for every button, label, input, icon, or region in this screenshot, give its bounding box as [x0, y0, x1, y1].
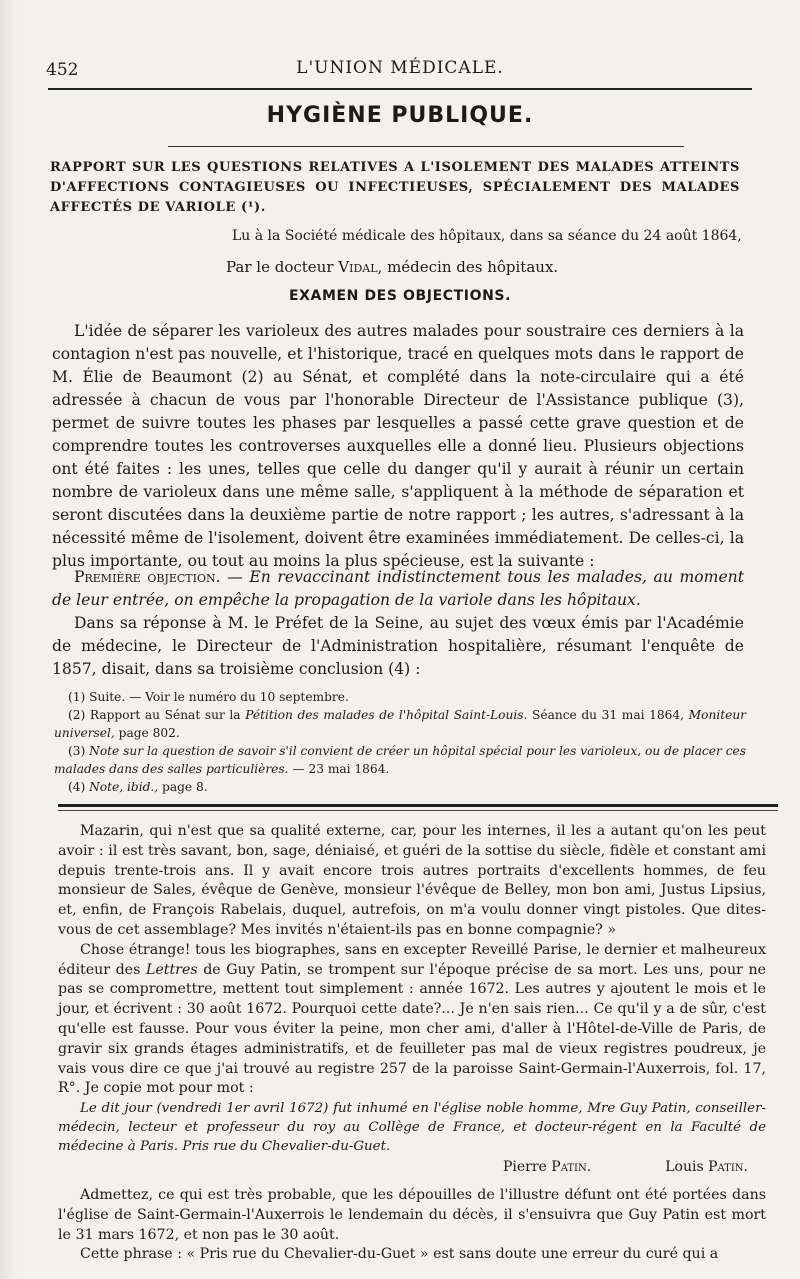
section-rule: [168, 146, 684, 147]
objection-label: Première objection.: [74, 568, 221, 586]
article-paragraph-3: [52, 612, 744, 681]
feuilleton-paragraph-4: Cette phrase : « Pris rue du Chevalier-du-Guet » est sans doute une erreur du curé qui a: [80, 1246, 719, 1263]
footnote-2-mid: Séance du 31 mai 1864,: [527, 708, 689, 722]
paragraph-text: L'idée de séparer les varioleux des autres malades pour soustraire ces derniers à la contagion n'est pas nouvelle, et l'historique, tracé en quelques mots dans le rapport de M. Élie de Beaumont (2) au Sénat, et complété dans la note-circulaire qui a été adressée à chacun de vous par l'honorable Directeur de l'Assistance publique (3), permet de suivre toutes les phases par lesquelles a passé cette grave question et de comprendre toutes les controverses auxquelles elle a donné lieu. Plusieurs objections ont été faites : les unes, telles que celle du danger qu'il y aurait à réunir un certain nombre de varioleux dans une même salle, s'appliquent à la méthode de séparation et seront discutées dans la deuxième partie de notre rapport ; les autres, s'adressant à la nécessité même de l'isolement, doivent être examinées immédiatement. De celles-ci, la plus importante, ou tout au moins la plus spécieuse, est la suivante :: [52, 322, 744, 570]
signature-first-name: Pierre: [502, 1159, 552, 1176]
footnote-4-suffix: page 8.: [158, 780, 208, 794]
footnote-2: [54, 706, 746, 742]
objections-title: EXAMEN DES OBJECTIONS.: [288, 288, 512, 304]
footnote-4-prefix: (4): [68, 780, 90, 794]
signature-pierre-patin: [503, 1158, 591, 1178]
burial-record-quote: [58, 1099, 766, 1156]
feuilleton: [58, 822, 766, 1265]
feuilleton-paragraph-3: Admettez, ce qui est très probable, que les dépouilles de l'illustre défunt ont été portées dans l'église de Saint-Germain-l'Auxerrois le lendemain du décès, il s'ensuivra que Guy Patin est mort le 31 mars 1672, et non pas le 30 août.: [58, 1186, 766, 1243]
page-number: 452: [46, 60, 79, 80]
footnote-4: [54, 778, 746, 796]
footnotes: [54, 688, 746, 796]
burial-record-text: Le dit jour (vendredi 1er avril 1672) fut inhumé en l'église noble homme, Mre Guy Patin, conseiller-médecin, lecteur et professeur du roy au Collège de France, et docteur-régent en la Faculté de médecine à Paris. Pris rue du Chevalier-du-Guet.: [58, 1101, 766, 1155]
article-paragraph-1: [52, 320, 744, 573]
footnote-2-title: Pétition des malades de l'hôpital Saint-Louis.: [245, 708, 528, 722]
footnote-3-title: Note sur la question de savoir s'il convient de créer un hôpital spécial pour les varioleux, ou de placer ces malades dans des salles particulières.: [54, 744, 746, 776]
footnote-2-prefix: (2) Rapport au Sénat sur la: [68, 708, 246, 722]
running-title: L'UNION MÉDICALE.: [296, 58, 504, 78]
lettres-title: Lettres: [145, 961, 198, 978]
author-name: Vidal: [338, 258, 378, 276]
signature-last-name: Patin.: [708, 1159, 748, 1176]
signature-last-name: Patin.: [551, 1159, 592, 1176]
read-at-line: Lu à la Société médicale des hôpitaux, dans sa séance du 24 août 1864,: [232, 228, 742, 244]
author-prefix: Par le docteur: [226, 258, 339, 276]
footnote-2-source: Moniteur universel,: [54, 708, 747, 740]
running-header: [44, 52, 756, 86]
footnote-1: (1) Suite. — Voir le numéro du 10 septembre.: [68, 690, 349, 704]
feuilleton-paragraph-2: [58, 941, 766, 1099]
feuilleton-paragraph-2-a: Chose étrange! tous les biographes, sans en excepter Reveillé Parise, le dernier et malheureux éditeur des: [58, 941, 766, 978]
feuilleton-rule-thin: [58, 810, 778, 811]
page-edge-shadow: [0, 0, 18, 1279]
footnote-3: [54, 742, 746, 778]
feuilleton-rule-thick: [58, 804, 778, 807]
feuilleton-paragraph-2-b: de Guy Patin, se trompent sur l'époque précise de sa mort. Les uns, pour ne pas se compromettre, mettent tout simplement : année 1672. Les autres y ajoutent le mois et le jour, et écrivent : 30 août 1672. Pourquoi cette date?... Je n'en sais rien... Ce qu'il y a de sûr, c'est qu'elle est fausse. Pour vous éviter la peine, mon cher ami, d'aller à l'Hôtel-de-Ville de Paris, de gravir six grands étages administratifs, et de feuilleter pas mal de vieux registres poudreux, je vais vous dire ce que j'ai trouvé au registre 257 de la paroisse Saint-Germain-l'Auxerrois, fol. 17, R°. Je copie mot pour mot :: [58, 961, 766, 1097]
header-rule: [48, 88, 752, 90]
feuilleton-paragraph-1: Mazarin, qui n'est que sa qualité externe, car, pour les internes, il les a autant qu'on les peut avoir : il est très savant, bon, sage, déniaisé, et guéri de la sottise du siècle, fidèle et constant ami depuis trente-trois ans. Il y avait encore trois autres portraits d'excellents hommes, de feu monsieur de Sales, évêque de Genève, monsieur l'évêque de Belley, mon bon ami, Justus Lipsius, et, enfin, de François Rabelais, duquel, autrefois, on m'a voulu donner vingt pistoles. Que dites-vous de cet assemblage? Mes invités n'étaient-ils pas en bonne compagnie? »: [58, 823, 766, 938]
signatures: [58, 1158, 748, 1178]
footnote-4-title: Note, ibid.,: [89, 780, 159, 794]
signature-louis-patin: [665, 1158, 748, 1178]
footnote-3-prefix: (3): [68, 744, 90, 758]
section-title: HYGIÈNE PUBLIQUE.: [266, 103, 534, 128]
author-suffix: , médecin des hôpitaux.: [377, 258, 559, 276]
first-objection-paragraph: [52, 566, 744, 612]
author-line: [226, 258, 558, 276]
footnote-3-suffix: — 23 mai 1864.: [288, 762, 390, 776]
paragraph-text: Dans sa réponse à M. le Préfet de la Seine, au sujet des vœux émis par l'Académie de médecine, le Directeur de l'Administration hospitalière, résumant l'enquête de 1857, disait, dans sa troisième conclusion (4) :: [52, 614, 744, 678]
objection-text: En revaccinant indistinctement tous les malades, au moment de leur entrée, on empêche la propagation de la variole dans les hôpitaux.: [52, 568, 744, 609]
footnote-2-suffix: page 802.: [114, 726, 180, 740]
objection-dash: —: [220, 568, 250, 586]
report-title: RAPPORT SUR LES QUESTIONS RELATIVES A L'ISOLEMENT DES MALADES ATTEINTS D'AFFECTIONS CONTAGIEUSES OU INFECTIEUSES, SPÉCIALEMENT DES MALADES AFFECTÉS DE VARIOLE (¹).: [50, 160, 740, 215]
signature-first-name: Louis: [665, 1159, 709, 1176]
